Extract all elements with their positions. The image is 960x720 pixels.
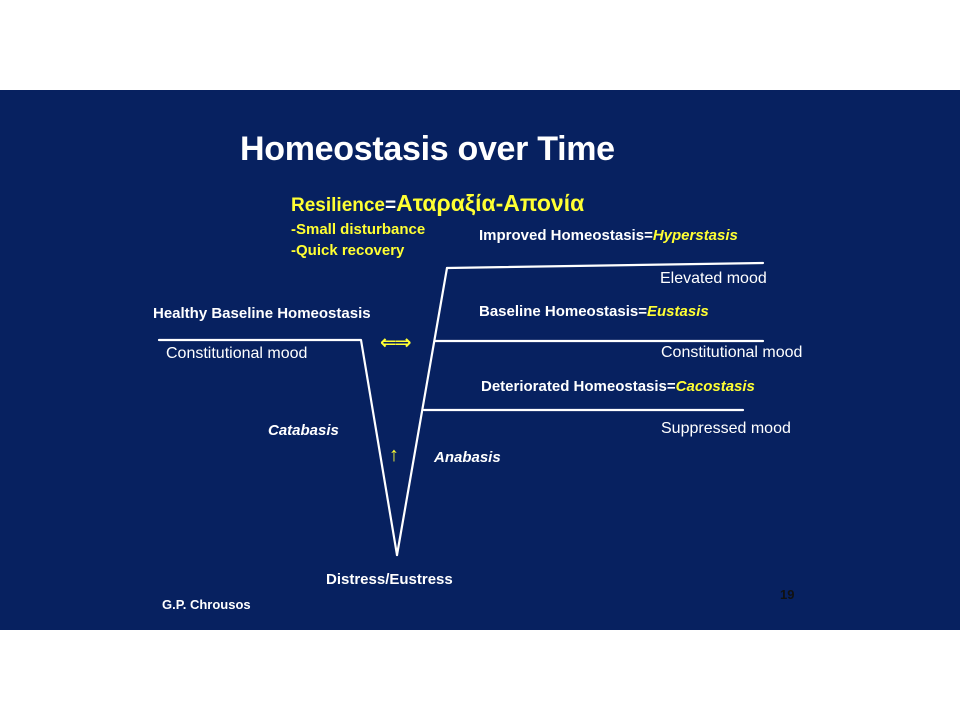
resilience-label: Resilience <box>291 195 385 216</box>
constitutional-mood-left-label: Constitutional mood <box>166 345 308 362</box>
resilience-greek-term: Αταραξία-Απονία <box>396 190 585 216</box>
anabasis-label: Anabasis <box>434 449 501 466</box>
baseline-equals: = <box>638 303 648 320</box>
resilience-heading <box>291 190 584 217</box>
eustasis-term: Eustasis <box>647 303 709 320</box>
baseline-homeostasis-label <box>479 303 709 320</box>
catabasis-label: Catabasis <box>268 422 339 439</box>
catabasis-curve <box>159 340 397 555</box>
deteriorated-prefix: Deteriorated Homeostasis <box>481 378 667 395</box>
hyperstasis-term: Hyperstasis <box>652 227 738 244</box>
resilience-equals: = <box>385 195 397 216</box>
resilience-point-small-disturbance: -Small disturbance <box>291 221 426 238</box>
distress-eustress-label: Distress/Eustress <box>326 571 453 588</box>
page-number: 19 <box>780 587 795 602</box>
anabasis-curve <box>397 268 447 555</box>
author-credit: G.P. Chrousos <box>162 597 251 612</box>
constitutional-mood-right-label: Constitutional mood <box>661 344 803 361</box>
improved-equals: = <box>644 227 653 244</box>
resilience-point-quick-recovery: -Quick recovery <box>291 242 405 259</box>
suppressed-mood-label: Suppressed mood <box>661 420 791 437</box>
deteriorated-homeostasis-label <box>481 378 755 395</box>
healthy-baseline-label: Healthy Baseline Homeostasis <box>153 305 371 322</box>
left-right-arrows-icon: ⇐⇒ <box>380 332 410 354</box>
slide <box>0 90 960 630</box>
deteriorated-equals: = <box>666 378 676 395</box>
improved-homeostasis-label <box>479 227 738 244</box>
cacostasis-term: Cacostasis <box>675 378 755 395</box>
homeostasis-curve-diagram <box>0 90 960 630</box>
improved-prefix: Improved Homeostasis <box>479 227 645 244</box>
elevated-mood-label: Elevated mood <box>660 270 767 287</box>
baseline-prefix: Baseline Homeostasis <box>479 303 639 320</box>
hyperstasis-line <box>447 263 763 268</box>
up-arrow-icon: ↑ <box>389 444 399 466</box>
slide-title: Homeostasis over Time <box>240 130 615 168</box>
